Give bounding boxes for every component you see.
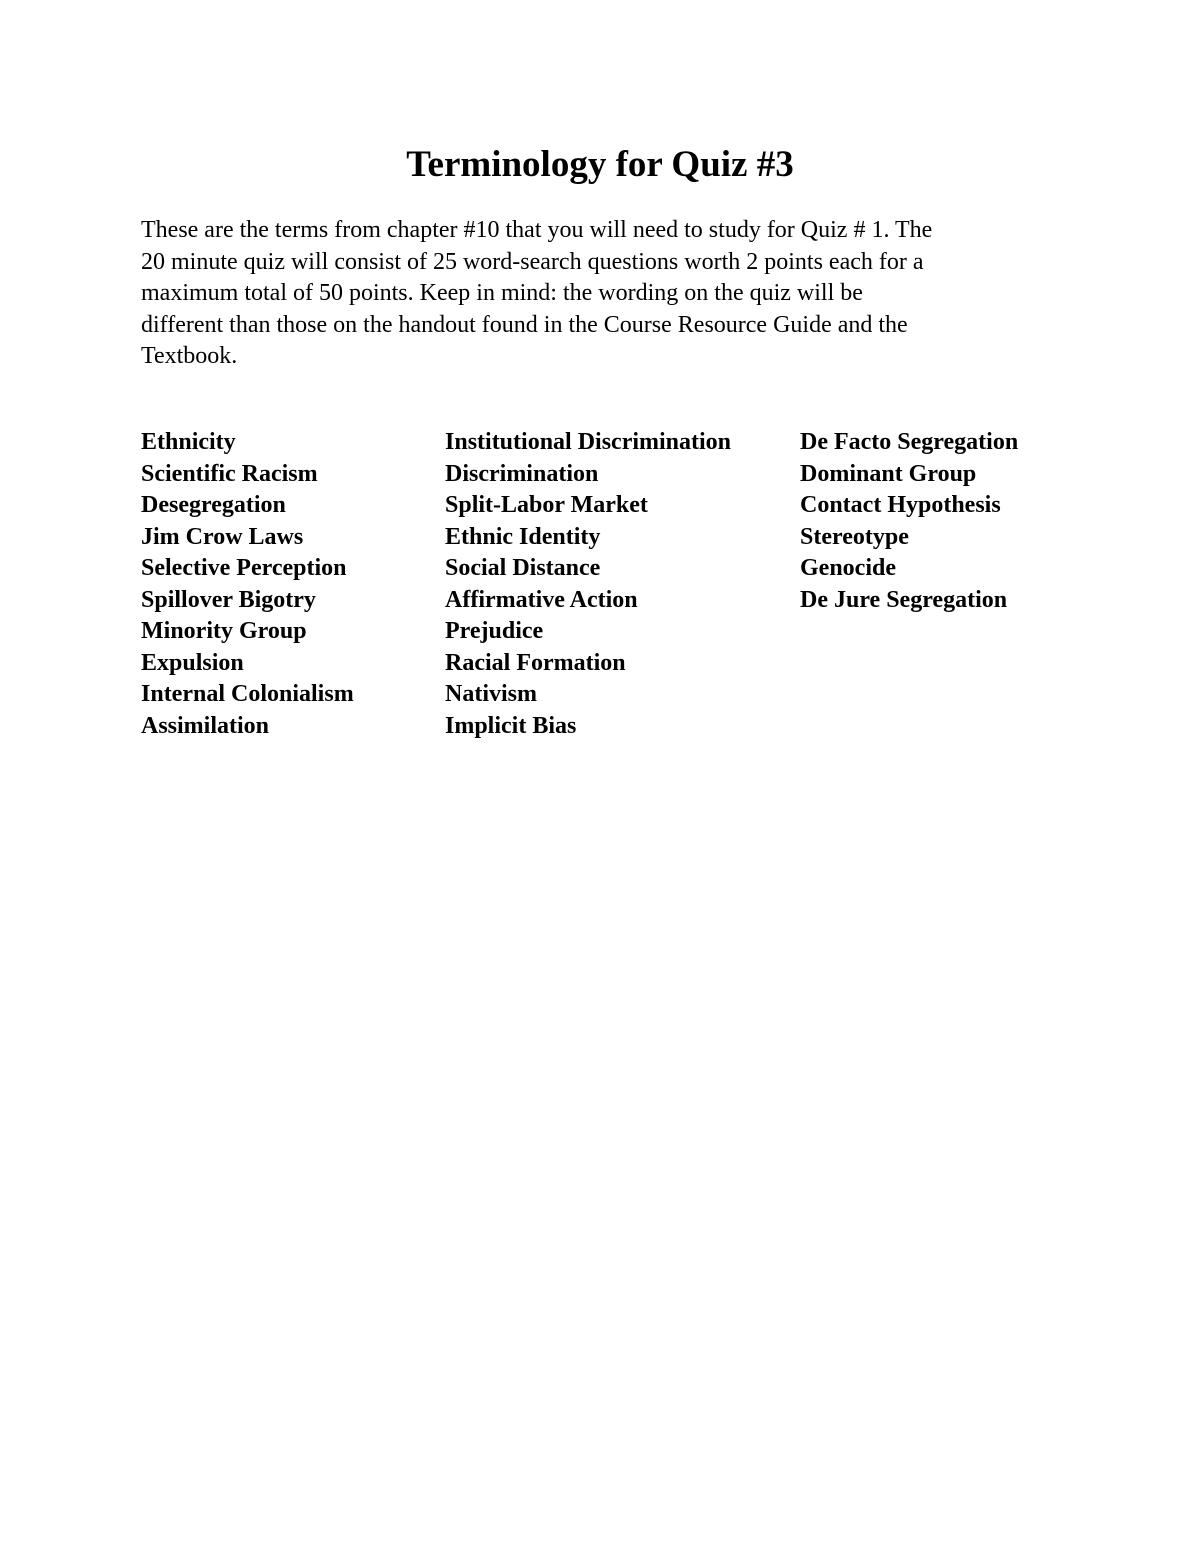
term-item: Genocide xyxy=(800,555,896,581)
term-item: Contact Hypothesis xyxy=(800,492,1001,518)
intro-line: These are the terms from chapter #10 that you will need to study for Quiz # 1. The xyxy=(141,217,933,243)
term-item: Prejudice xyxy=(445,618,544,644)
term-item: Stereotype xyxy=(800,523,909,550)
intro-line: different than those on the handout found in the Course Resource Guide and the xyxy=(141,311,908,338)
term-item: Social Distance xyxy=(445,555,601,581)
page-title: Terminology for Quiz #3 xyxy=(406,144,794,185)
term-item: Ethnic Identity xyxy=(445,523,601,550)
term-item: Ethnicity xyxy=(141,429,236,455)
intro-line: maximum total of 50 points. Keep in mind: the wording on the quiz will be xyxy=(141,280,863,306)
term-item: Institutional Discrimination xyxy=(445,429,732,455)
term-item: Desegregation xyxy=(141,492,286,518)
term-item: Racial Formation xyxy=(445,649,626,676)
term-item: Nativism xyxy=(445,681,537,707)
term-item: Jim Crow Laws xyxy=(141,523,304,550)
term-item: Discrimination xyxy=(445,460,599,487)
term-item: Expulsion xyxy=(141,649,244,676)
term-item: Split-Labor Market xyxy=(445,492,648,518)
terms-column-2 xyxy=(445,427,731,742)
term-item: Implicit Bias xyxy=(445,712,577,739)
intro-line: 20 minute quiz will consist of 25 word-search questions worth 2 points each for a xyxy=(141,248,924,275)
term-item: Assimilation xyxy=(141,712,270,739)
terms-column-1 xyxy=(141,427,354,742)
intro-paragraph xyxy=(141,215,1061,373)
intro-line: Textbook. xyxy=(141,343,238,369)
term-item: Minority Group xyxy=(141,618,307,644)
terms-list xyxy=(0,427,1200,767)
term-item: Scientific Racism xyxy=(141,460,318,487)
term-item: Internal Colonialism xyxy=(141,681,354,707)
term-item: Dominant Group xyxy=(800,460,977,487)
term-item: Affirmative Action xyxy=(445,586,638,613)
term-item: Selective Perception xyxy=(141,555,347,581)
term-item: Spillover Bigotry xyxy=(141,586,316,613)
term-item: De Jure Segregation xyxy=(800,586,1008,613)
term-item: De Facto Segregation xyxy=(800,429,1019,455)
terms-column-3 xyxy=(800,427,1018,616)
